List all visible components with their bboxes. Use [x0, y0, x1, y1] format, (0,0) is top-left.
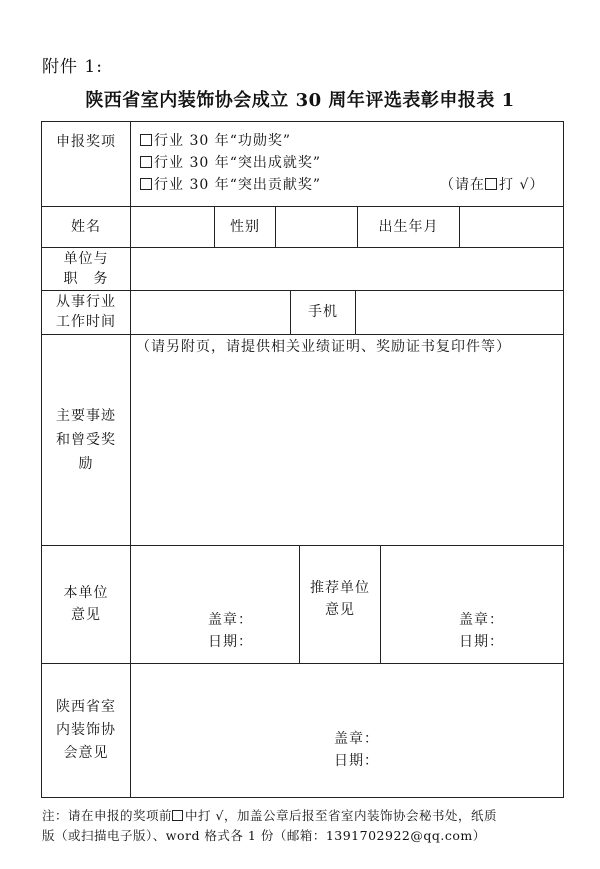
- name-label: 姓名: [71, 218, 101, 235]
- gender-label: 性别: [230, 218, 260, 235]
- unit-position-field[interactable]: [131, 247, 563, 290]
- name-field[interactable]: [131, 206, 214, 247]
- footnote-line-2: 版（或扫描电子版）、word 格式各 1 份（邮箱：1391702922@qq.com）: [42, 828, 486, 843]
- own-unit-seal: 盖章：: [208, 612, 253, 628]
- attachment-label: 附件 1:: [42, 57, 103, 77]
- phone-label: 手机: [308, 304, 338, 320]
- association-date: 日期：: [334, 753, 379, 769]
- column-divider: [380, 545, 381, 663]
- association-label: 陕西省室 内装饰协 会意见: [56, 698, 116, 761]
- checkbox-icon: [485, 178, 497, 190]
- birth-field[interactable]: [460, 206, 563, 247]
- years-field[interactable]: [131, 290, 290, 334]
- years-label: 从事行业 工作时间: [56, 294, 116, 330]
- form-title: 陕西省室内装饰协会成立 30 周年评选表彰申报表 1: [85, 90, 515, 111]
- award-option-contribution[interactable]: 行业 30 年“突出贡献奖”: [140, 174, 321, 196]
- unit-position-label: 单位与 职 务: [63, 250, 109, 287]
- own-unit-date: 日期：: [208, 634, 253, 650]
- footnote-line-1: 注：请在申报的奖项前 中打 √，加盖公章后报至省室内装饰协会秘书处，纸质: [42, 808, 497, 823]
- award-label: 申报奖项: [56, 134, 116, 150]
- achievements-field[interactable]: [131, 360, 563, 545]
- own-unit-label: 本单位 意见: [63, 585, 109, 623]
- recommend-unit-label: 推荐单位 意见: [310, 580, 370, 618]
- recommend-unit-date: 日期：: [459, 634, 504, 650]
- phone-field[interactable]: [356, 290, 563, 334]
- footnote: [42, 806, 562, 846]
- birth-label: 出生年月: [378, 218, 439, 235]
- checkbox-icon[interactable]: [140, 156, 152, 168]
- award-option-merit[interactable]: 行业 30 年“功勋奖”: [140, 130, 291, 152]
- checkbox-icon[interactable]: [140, 134, 152, 146]
- achievements-instruction: （请另附页，请提供相关业绩证明、奖励证书复印件等）: [136, 339, 511, 355]
- gender-field[interactable]: [276, 206, 357, 247]
- award-option-achievement[interactable]: 行业 30 年“突出成就奖”: [140, 152, 321, 174]
- checkbox-icon: [172, 810, 183, 821]
- checkbox-icon[interactable]: [140, 178, 152, 190]
- achievements-label: 主要事迹 和曾受奖 励: [56, 407, 116, 472]
- association-seal: 盖章：: [334, 731, 379, 747]
- recommend-unit-seal: 盖章：: [459, 612, 504, 628]
- application-form: [41, 121, 564, 798]
- award-hint: （请在 打 √）: [440, 177, 545, 193]
